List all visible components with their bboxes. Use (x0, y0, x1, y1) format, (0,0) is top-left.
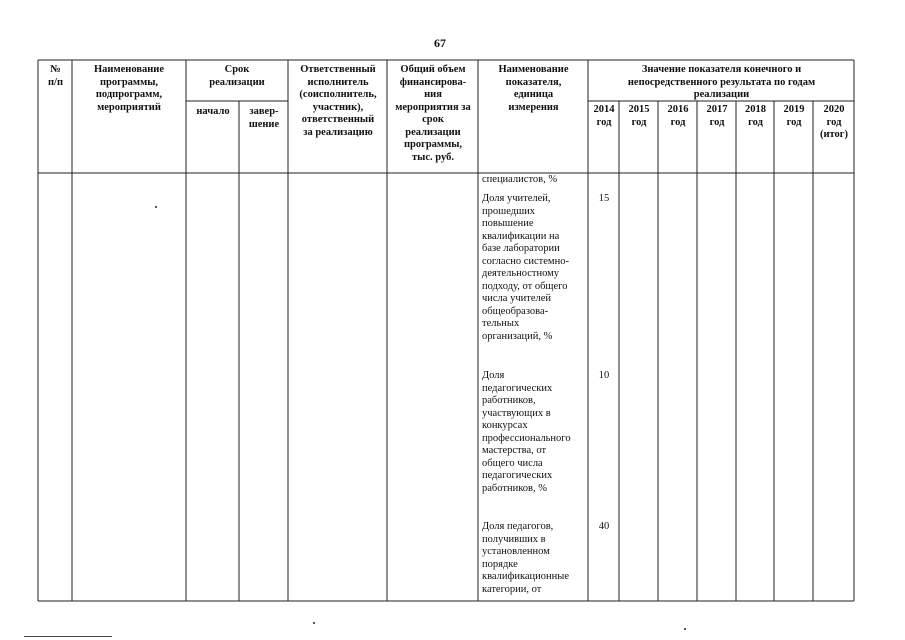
header-year-2018: 2018 год (745, 104, 766, 128)
header-year-2016: 2016 год (667, 104, 689, 128)
header-program-name: Наименование программы, подпрограмм, мероприятий (94, 64, 164, 113)
header-funding: Общий объем финансирова- ния мероприятия за срок реализации программы, тыс. руб. (395, 64, 471, 163)
scan-speck (684, 628, 686, 630)
header-term-start: начало (196, 106, 230, 117)
header-responsible: Ответственный исполнитель (соисполнитель, участник), ответственный за реализацию (299, 64, 377, 138)
value-2014-row-2: 15 (598, 193, 610, 204)
header-indicator: Наименование показателя, единица измерения (498, 64, 569, 113)
scan-edge-line (24, 636, 112, 637)
header-number: № п/п (47, 64, 64, 88)
indicator-text-row-3: Доля педагогических работников, участвующих в конкурсах профессионального мастерства, от общего числа педагогических работников, % (482, 370, 571, 494)
header-term: Срок реализации (209, 64, 265, 88)
scan-speck (155, 206, 157, 208)
scan-speck (313, 622, 315, 624)
header-term-end: завер- шение (248, 106, 280, 130)
indicator-text-row-1: специалистов, % (482, 174, 558, 185)
header-year-2019: 2019 год (783, 104, 805, 128)
indicator-text-row-2: Доля учителей, прошедших повышение квалификации на базе лаборатории согласно системно- деятельностному подходу, от общего числа учителей общеобразова- тельных организаций, % (482, 193, 569, 342)
header-values-title: Значение показателя конечного и непосредственного результата по годам реализации (627, 64, 816, 100)
header-year-2020: 2020 год (итог) (819, 104, 849, 140)
indicator-text-row-4: Доля педагогов, получивших в установленном порядке квалификационные категории, от (482, 521, 569, 595)
header-year-2017: 2017 год (706, 104, 728, 128)
value-2014-row-3: 10 (598, 370, 610, 381)
page-number: 67 (434, 36, 446, 50)
header-year-2015: 2015 год (628, 104, 650, 128)
header-year-2014: 2014 год (593, 104, 615, 128)
value-2014-row-4: 40 (598, 521, 610, 532)
